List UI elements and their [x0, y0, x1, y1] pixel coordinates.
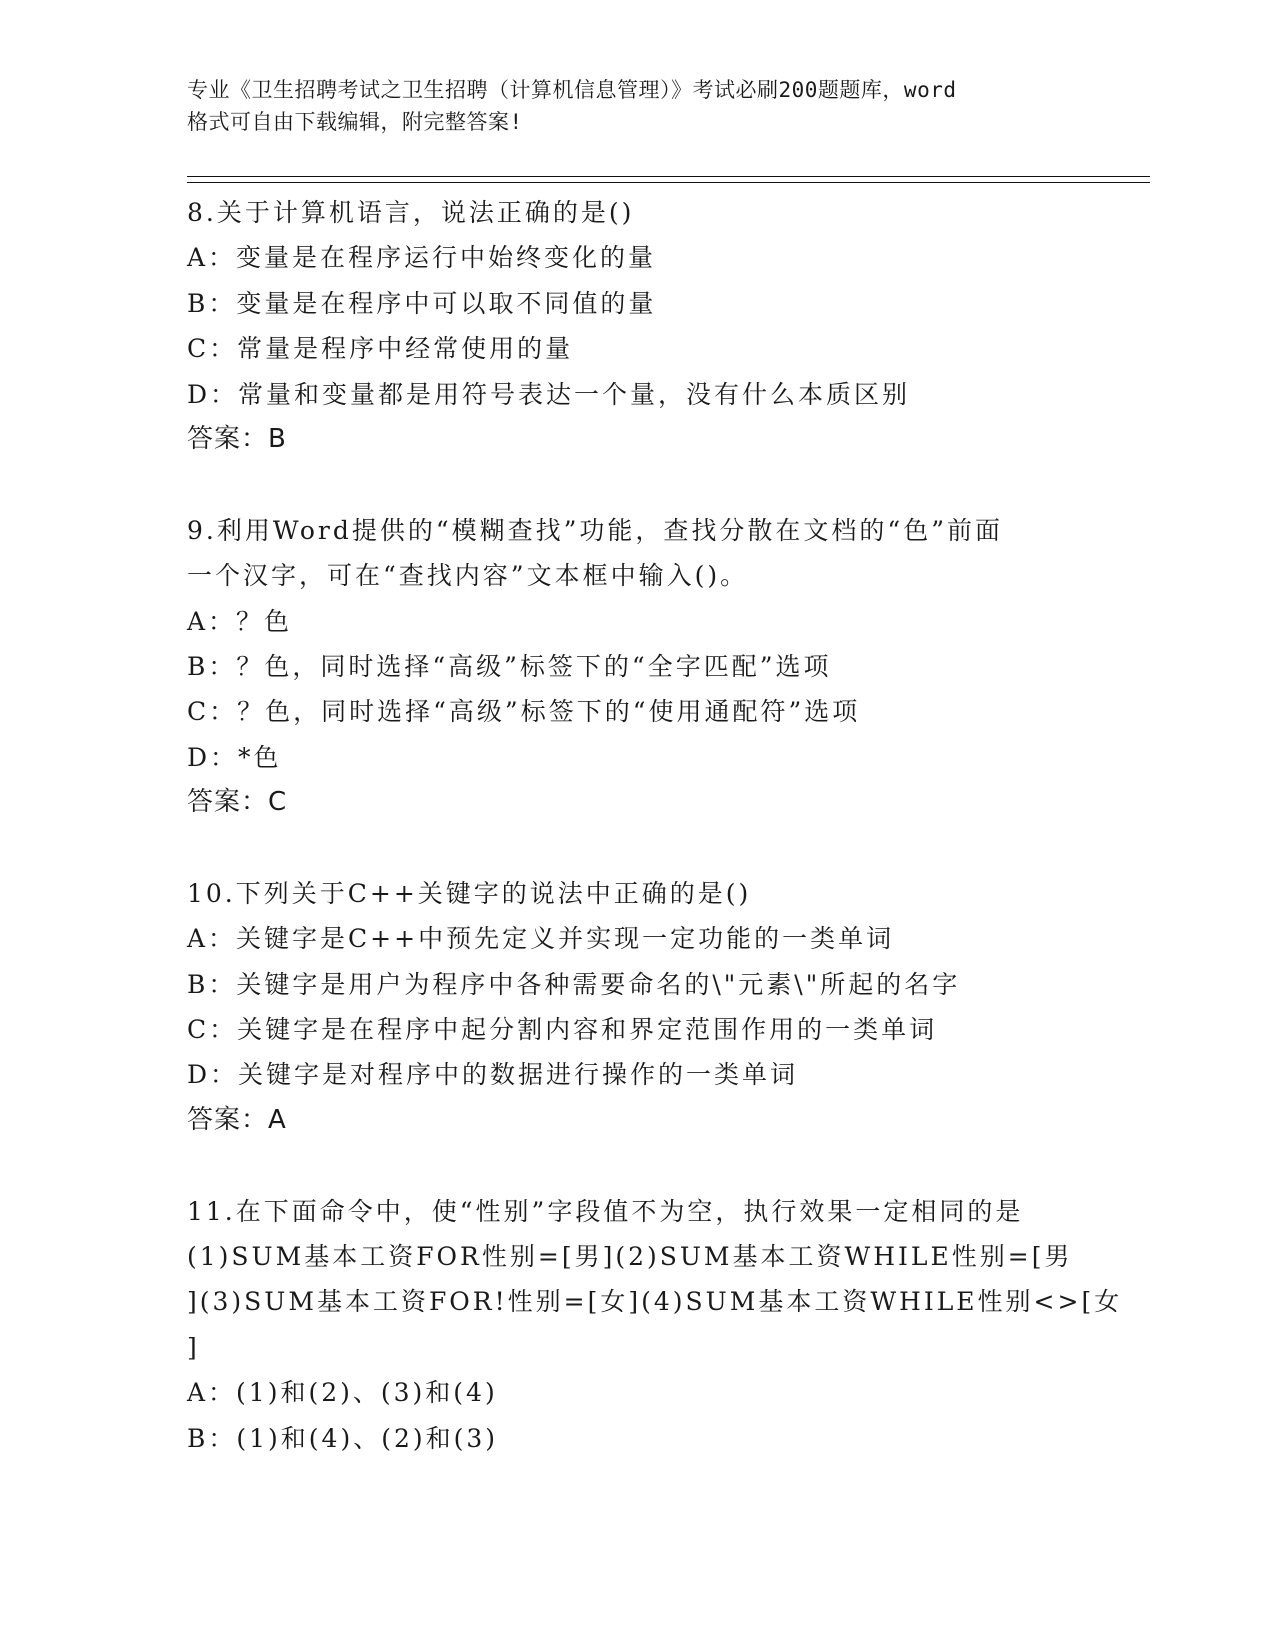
option-d: D：常量和变量都是用符号表达一个量，没有什么本质区别: [187, 379, 911, 409]
option-a: A：(1)和(2)、(3)和(4): [187, 1378, 498, 1408]
option-a: A：变量是在程序运行中始终变化的量: [187, 243, 657, 273]
question-stem-continued: 一个汉字，可在“查找内容”文本框中输入()。: [187, 561, 749, 591]
option-b: B：？色，同时选择“高级”标签下的“全字匹配”选项: [187, 651, 832, 681]
question-stem: 8.关于计算机语言，说法正确的是(): [187, 198, 635, 227]
header-title-line-1: 专业《卫生招聘考试之卫生招聘（计算机信息管理）》考试必刷200题题库，word: [187, 78, 957, 102]
answer-text: 答案：A: [187, 1104, 287, 1135]
option-a: A：？色: [187, 606, 293, 636]
answer-text: 答案：B: [187, 423, 287, 454]
answer-text: 答案：C: [187, 787, 288, 818]
option-c: C：常量是程序中经常使用的量: [187, 334, 574, 364]
option-d: D：关键字是对程序中的数据进行操作的一类单词: [187, 1060, 799, 1090]
question-stem-continued: (1)SUM基本工资FOR性别=[男](2)SUM基本工资WHILE性别=[男: [187, 1241, 1073, 1271]
option-a: A：关键字是C++中预先定义并实现一定功能的一类单词: [187, 924, 895, 954]
question-stem-continued: ](3)SUM基本工资FOR!性别=[女](4)SUM基本工资WHILE性别<>[女: [187, 1287, 1123, 1317]
header-title-line-2: 格式可自由下载编辑，附完整答案!: [187, 110, 523, 134]
option-b: B：关键字是用户为程序中各种需要命名的\"元素\"所起的名字: [187, 969, 961, 999]
spacer: [187, 1143, 1087, 1188]
question-10: [187, 871, 1087, 1143]
question-11: [187, 1189, 1123, 1461]
question-stem: 10.下列关于C++关键字的说法中正确的是(): [187, 878, 752, 908]
spacer: [187, 462, 1087, 507]
header-divider-bottom: [187, 182, 1150, 183]
document-header: [187, 74, 1087, 138]
question-stem: 9.利用Word提供的“模糊查找”功能，查找分散在文档的“色”前面: [187, 515, 1003, 545]
question-stem: 11.在下面命令中，使“性别”字段值不为空，执行效果一定相同的是: [187, 1196, 1024, 1226]
question-9: [187, 508, 1087, 826]
option-d: D：*色: [187, 742, 282, 772]
question-stem-continued: ]: [187, 1332, 200, 1362]
header-divider-top: [187, 176, 1150, 177]
question-list: [187, 190, 1123, 1461]
option-b: B：变量是在程序中可以取不同值的量: [187, 288, 657, 318]
option-c: C：？色，同时选择“高级”标签下的“使用通配符”选项: [187, 697, 861, 727]
option-c: C：关键字是在程序中起分割内容和界定范围作用的一类单词: [187, 1015, 938, 1045]
question-8: [187, 190, 1087, 462]
spacer: [187, 825, 1087, 870]
option-b: B：(1)和(4)、(2)和(3): [187, 1423, 499, 1453]
